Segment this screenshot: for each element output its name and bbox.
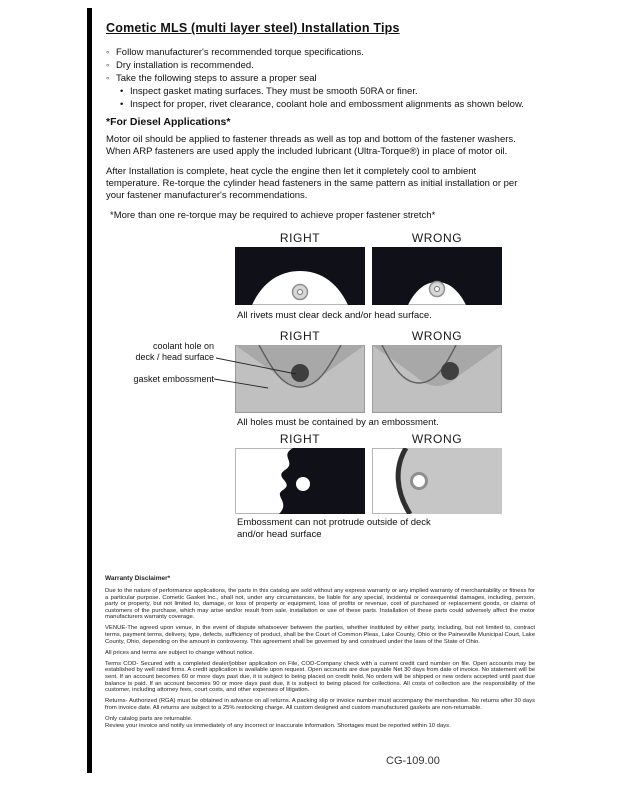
pointer-lines (214, 346, 306, 396)
warranty-paragraph: Due to the nature of performance applications, the parts in this catalog are sold without any express warranty or any implied warranty of merchantability or fitness for a particular purpose. Cometic Gasket Inc., shall not, under any circumstances, be liable for any special, incidental or consequential damages, including, person, party or property, but not limited to, damage, or loss of property or equipment, loss of profits or revenue, cost of purchased or replacement goods, or claims of customers of the purchase, which may arise and/or result from sale, installation or use of these parts. Installation of these parts could adversely affect the motor manufacturers warranty coverage. (105, 588, 535, 621)
list-item (106, 46, 526, 59)
open-bullet-marker: ◦ (106, 47, 110, 58)
row3-caption-line1: Embossment can not protrude outside of deck (237, 517, 431, 528)
warranty-paragraph: Review your invoice and notify us immediately of any incorrect or inaccurate information. Shortages must be reported within 10 days. (105, 722, 451, 729)
row3-caption-line2: and/or head surface (237, 529, 322, 540)
wrong-label-row3: WRONG (411, 432, 463, 446)
left-margin-bar (87, 8, 92, 773)
diesel-applications-heading: *For Diesel Applications* (106, 116, 231, 128)
filled-bullet-marker: • (120, 86, 124, 97)
diesel-paragraph-1: Motor oil should be applied to fastener threads as well as top and bottom of the fastener washers. When ARP fasteners are used apply the included lubricant (Ultra-Torque®) in place of motor oil. (106, 134, 516, 157)
warranty-paragraph: Only catalog parts are returnable. (105, 716, 193, 722)
coolant-hole-label-line2: deck / head surface (135, 352, 214, 362)
warranty-section (105, 575, 535, 734)
list-item (106, 85, 526, 98)
retorque-note: *More than one re-torque may be required to achieve proper fastener stretch* (110, 210, 436, 221)
list-item (106, 59, 526, 72)
tip-text: Inspect for proper, rivet clearance, coolant hole and embossment alignments as shown below. (130, 99, 524, 110)
row1-caption: All rivets must clear deck and/or head surface. (237, 310, 432, 321)
warranty-paragraph: Terms COD- Secured with a completed dealer/jobber application on File, COD-Company check with a current credit card number on file. Open accounts may be established by well rated firms. A credit application is available upon request. Open accounts are due payable Net 30 days from date of invoice. No statement will be sent. If an account becomes 60 or more days past due, it is subject to being placed on credit hold. No orders will be shipped or new orders accepted until past due balance is paid. If an account becomes 90 or more days past due, it is subject to being placed for collections. All costs of collection are the responsibility of the customer, including attorney fees, court costs, and other expenses of litigation. (105, 660, 535, 694)
tip-text: Inspect gasket mating surfaces. They must be smooth 50RA or finer. (130, 86, 418, 97)
open-bullet-marker: ◦ (106, 73, 110, 84)
diesel-paragraph-2: After Installation is complete, heat cycle the engine then let it completely cool to ambient temperature. Re-torque the cylinder head fasteners in the same pattern as initial installation or per your fastener manufacturer's recommendations. (106, 166, 518, 201)
list-item (106, 72, 526, 85)
row2-caption: All holes must be contained by an embossment. (237, 417, 439, 428)
wrong-label-row2: WRONG (411, 329, 463, 343)
right-label-row3: RIGHT (279, 432, 321, 446)
right-label-row1: RIGHT (279, 231, 321, 245)
right-label-row2: RIGHT (279, 329, 321, 343)
tips-list (106, 46, 526, 111)
diagram-embossment-right (235, 448, 365, 514)
filled-bullet-marker: • (120, 99, 124, 110)
diagram-embossment-wrong (372, 448, 502, 514)
page-code: CG-109.00 (386, 755, 440, 767)
warranty-paragraph: Returns- Authorized (RGA) must be obtained in advance on all returns. A packing slip or invoice number must accompany the merchandise. No returns after 30 days from invoice date. All returns are subject to a 25% restocking charge. All custom designed and custom manufactured gaskets are non-returnable. (105, 698, 535, 711)
open-bullet-marker: ◦ (106, 60, 110, 71)
gasket-embossment-label: gasket embossment (133, 374, 214, 384)
tip-text: Take the following steps to assure a proper seal (116, 73, 317, 84)
tip-text: Follow manufacturer's recommended torque specifications. (116, 47, 364, 58)
list-item (106, 98, 526, 111)
coolant-hole-label (118, 341, 214, 363)
diagram-rivet-clearance-wrong (372, 247, 502, 305)
page-title: Cometic MLS (multi layer steel) Installation Tips (106, 21, 400, 35)
warranty-paragraph: All prices and terms are subject to change without notice. (105, 649, 254, 656)
diagram-rivet-clearance-right (235, 247, 365, 305)
wrong-label-row1: WRONG (411, 231, 463, 245)
diagram-coolant-hole-wrong (372, 345, 502, 413)
warranty-paragraph: VENUE-The agreed upon venue, in the event of dispute whatsoever between the parties, whether instituted by either party, including, but not limited to, contract terms, payment terms, delivery, type, defects, sufficiency of product, shall be the Court of Common Pleas, Lake County, Ohio or the Painesville Municipal Court, Lake County, Ohio, depending on the amount in controversy. This agreement shall be governed by and construed under the laws of the State of Ohio. (105, 625, 535, 645)
tip-text: Dry installation is recommended. (116, 60, 254, 71)
coolant-hole-label-line1: coolant hole on (152, 341, 214, 351)
warranty-heading: Warranty Disclaimer* (105, 575, 171, 582)
